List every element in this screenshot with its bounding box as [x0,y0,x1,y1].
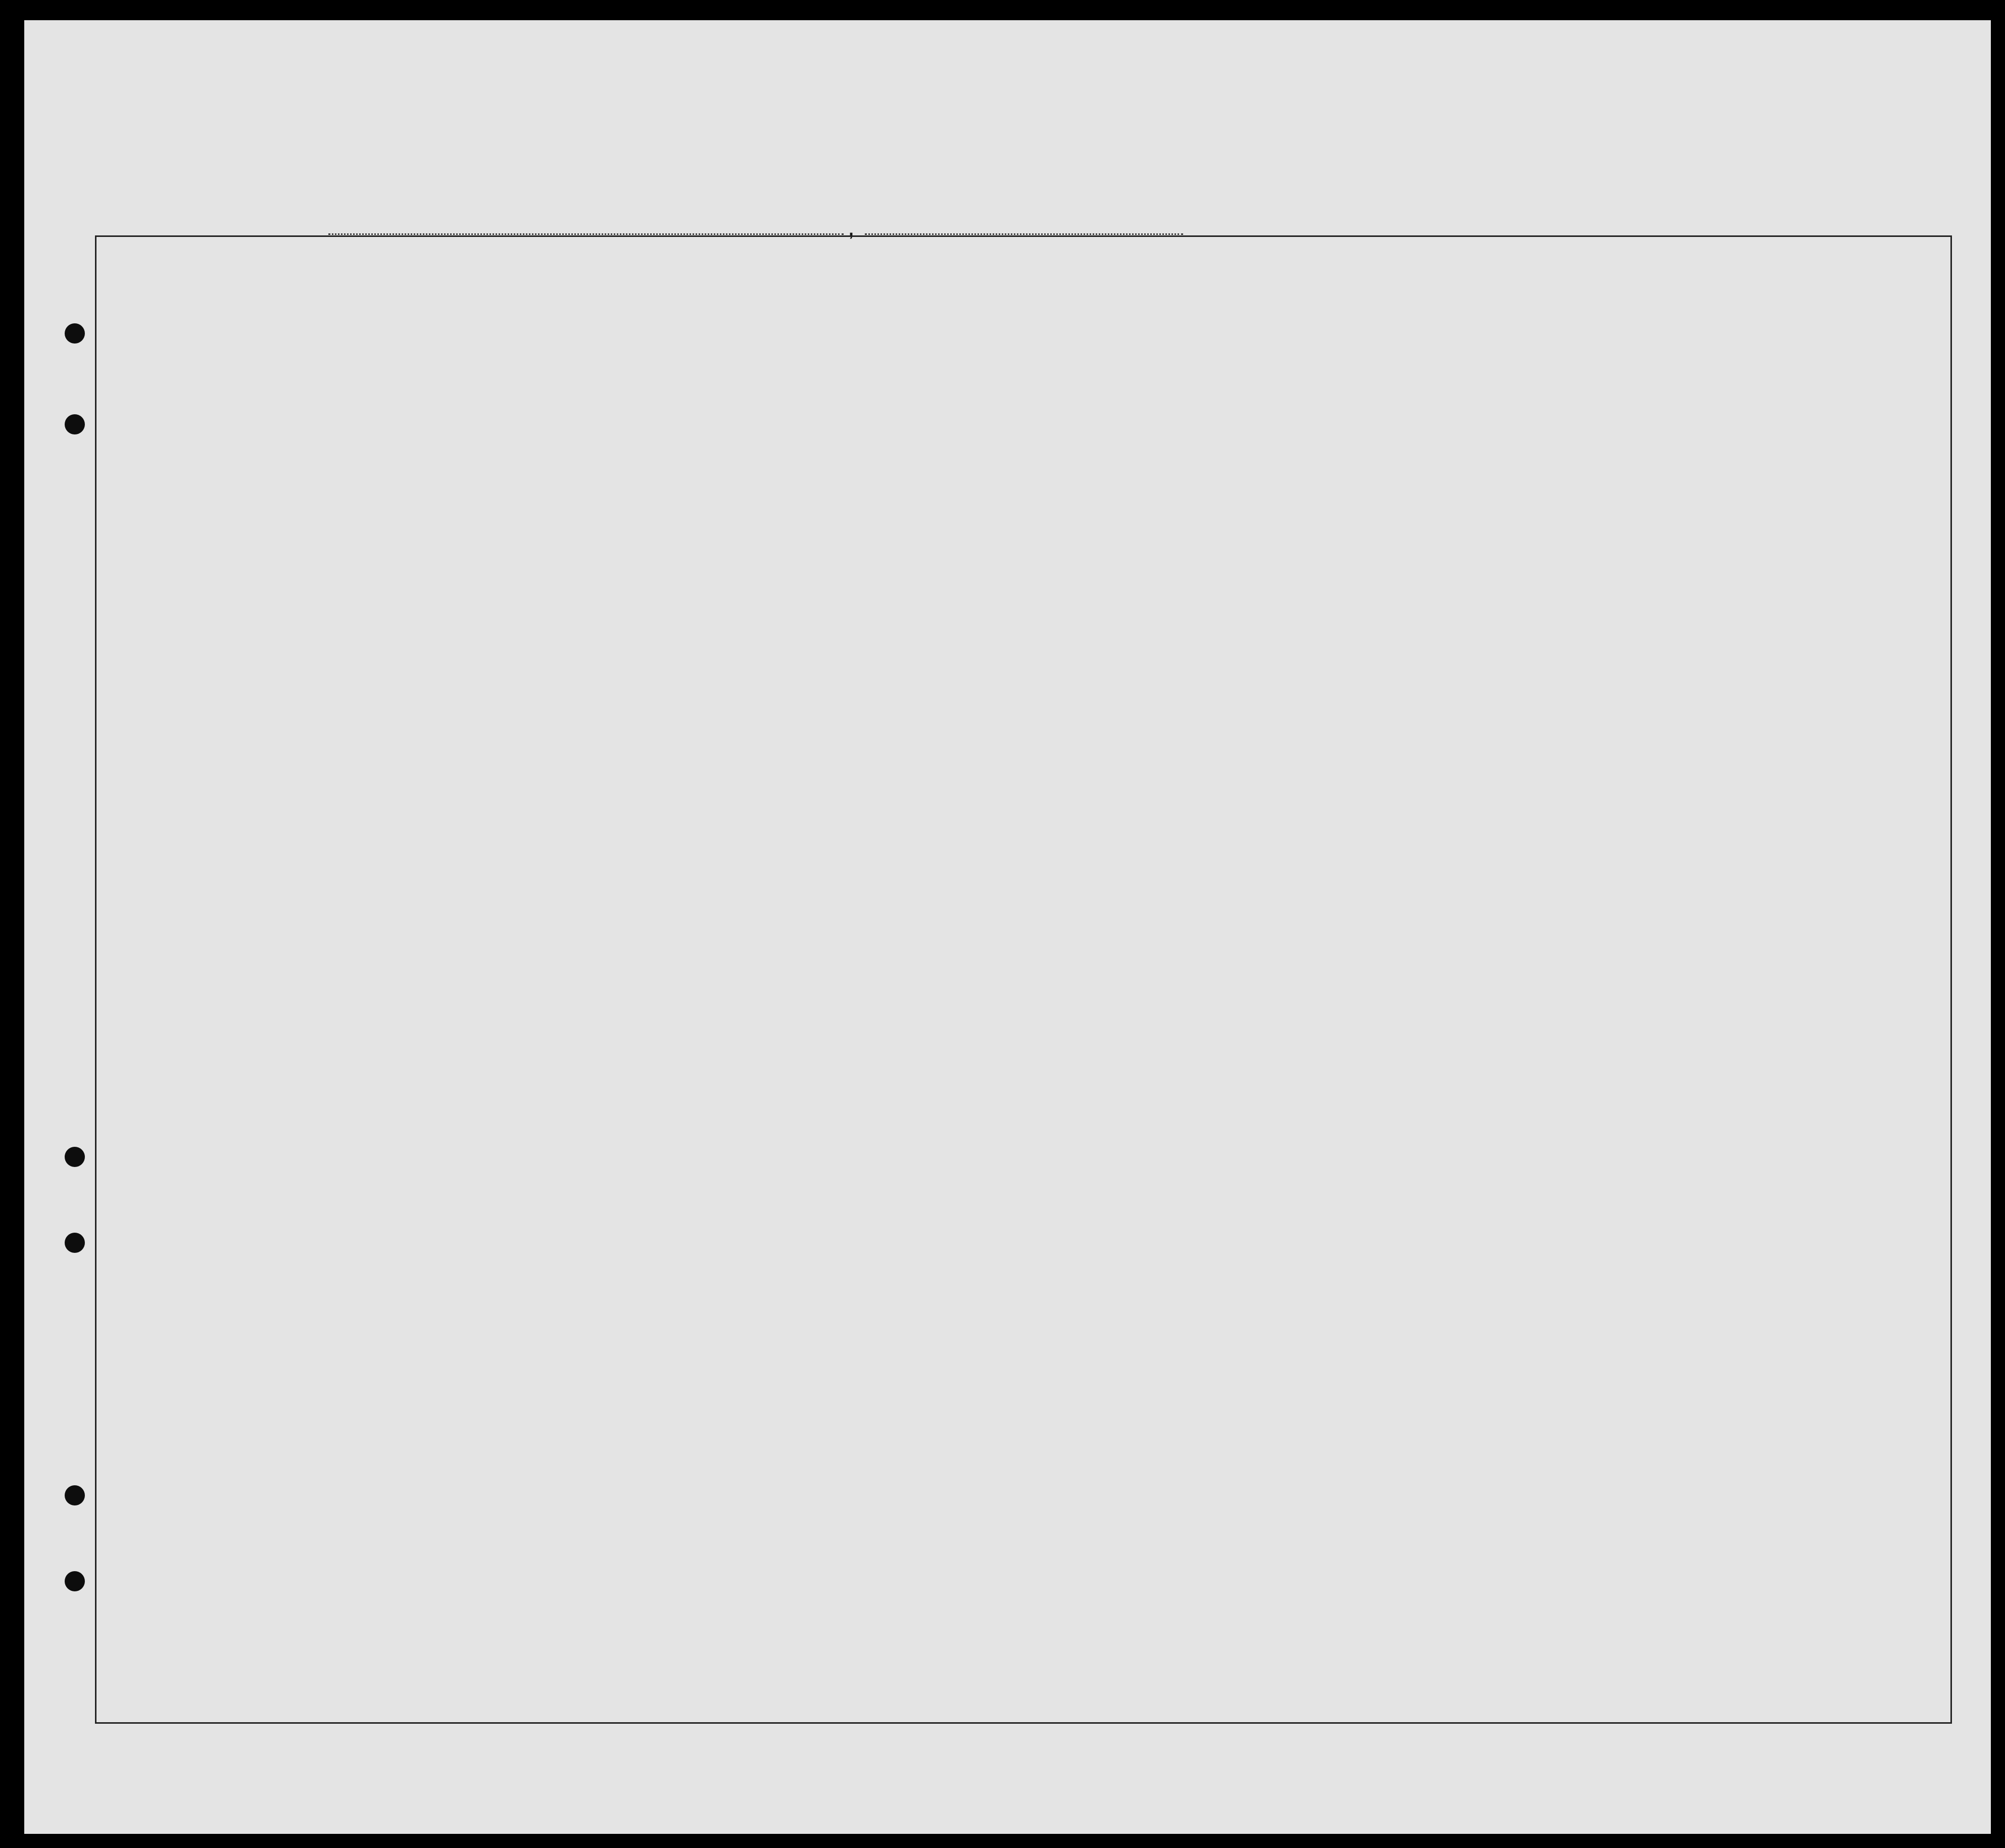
manifest-table [95,235,1952,1724]
binder-holes [65,20,95,1834]
port-field-line [328,233,844,235]
binder-hole-icon [65,1485,85,1505]
date-field-line [865,233,1183,235]
binder-hole-icon [65,1233,85,1253]
binder-hole-icon [65,414,85,434]
binder-hole-icon [65,1571,85,1591]
comma-sep: , [848,213,855,241]
binder-hole-icon [65,323,85,344]
binder-hole-icon [65,1147,85,1167]
